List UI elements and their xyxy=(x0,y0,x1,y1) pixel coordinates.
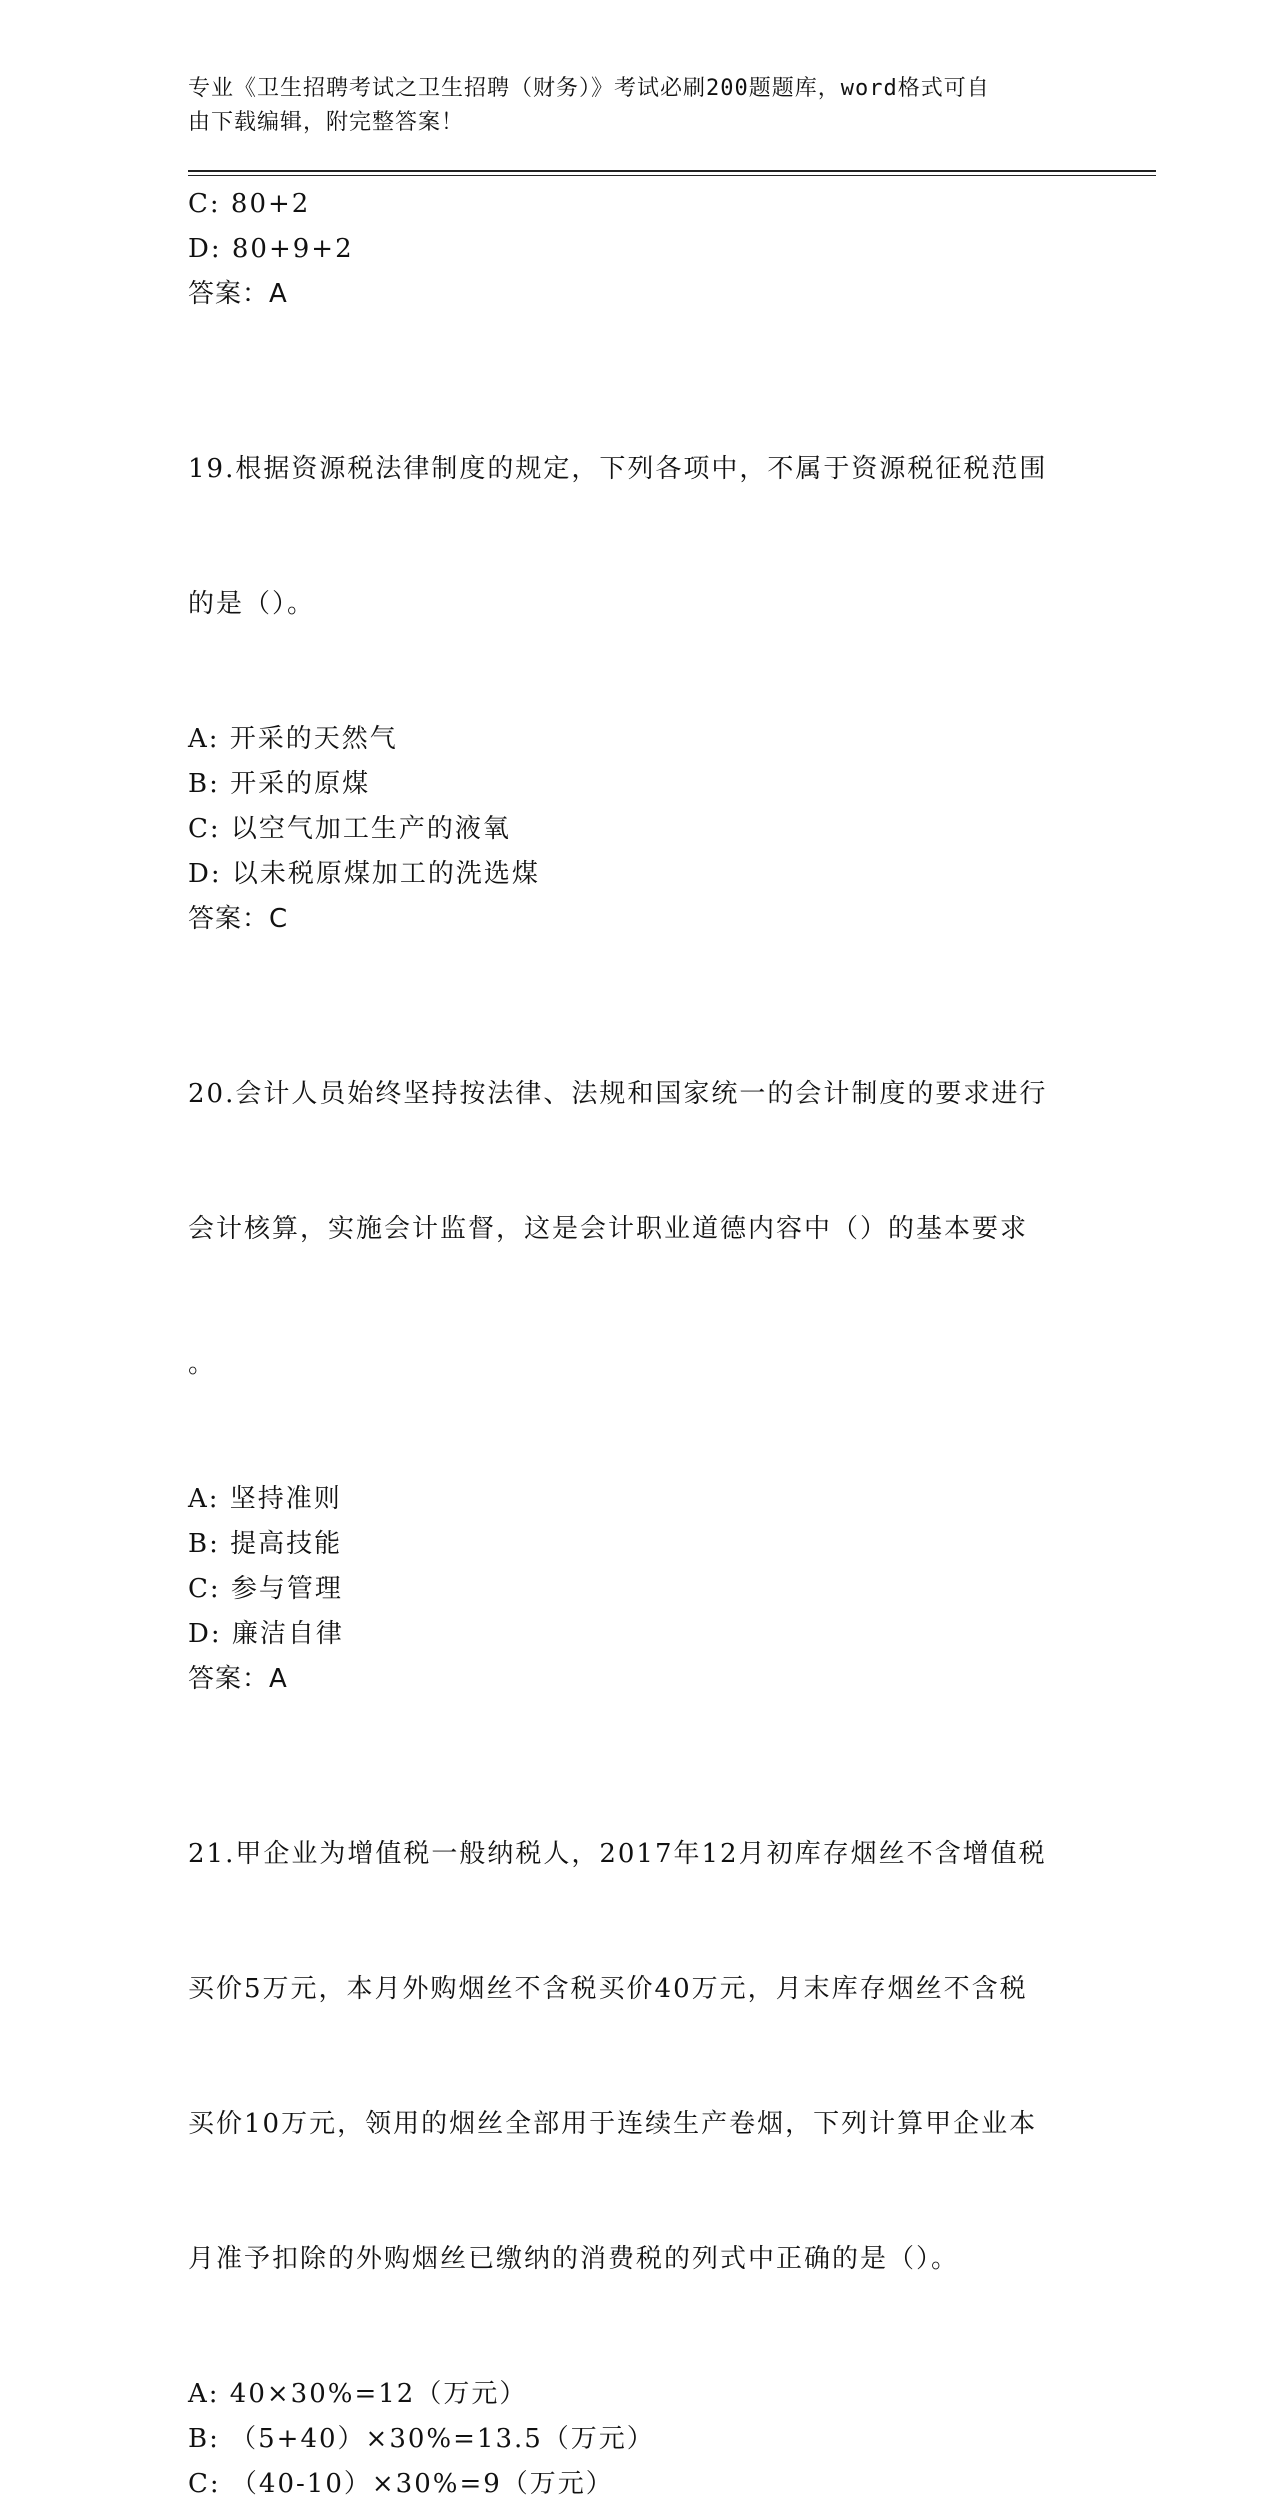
header-line-2: 由下载编辑，附完整答案！ xyxy=(188,110,465,135)
header-divider xyxy=(188,170,1156,176)
option-d: D: 以未税原煤加工的洗选煤 xyxy=(188,859,540,889)
option-a: A: 坚持准则 xyxy=(188,1484,342,1514)
option-d: D: 廉洁自律 xyxy=(188,1619,344,1649)
answer: 答案：A xyxy=(188,1664,288,1694)
carryover-question xyxy=(188,182,1158,317)
option-d: D: 80+9+2 xyxy=(188,234,354,264)
stem-line: 月准予扣除的外购烟丝已缴纳的消费税的列式中正确的是（）。 xyxy=(188,2244,960,2274)
document-page xyxy=(188,72,1158,2507)
option-b: B: （5+40）×30%=13.5（万元） xyxy=(188,2424,655,2454)
option-a: A: 开采的天然气 xyxy=(188,724,398,754)
option-b: B: 开采的原煤 xyxy=(188,769,371,799)
stem-line: 20.会计人员始终坚持按法律、法规和国家统一的会计制度的要求进行 xyxy=(188,1079,1048,1109)
option-b: B: 提高技能 xyxy=(188,1529,343,1559)
stem-line: 买价5万元，本月外购烟丝不含税买价40万元，月末库存烟丝不含税 xyxy=(188,1974,1028,2004)
question-stem xyxy=(188,357,1068,717)
stem-line: 的是（）。 xyxy=(188,589,316,619)
stem-line: 21.甲企业为增值税一般纳税人，2017年12月初库存烟丝不含增值税 xyxy=(188,1839,1047,1869)
answer: 答案：C xyxy=(188,904,289,934)
question-19 xyxy=(188,357,1158,942)
question-21 xyxy=(188,1742,1158,2507)
stem-line: 买价10万元，领用的烟丝全部用于连续生产卷烟，下列计算甲企业本 xyxy=(188,2109,1038,2139)
question-stem xyxy=(188,982,1068,1477)
page-header xyxy=(188,72,1068,140)
option-a: A: 40×30%=12（万元） xyxy=(188,2379,528,2409)
option-c: C: 以空气加工生产的液氧 xyxy=(188,814,511,844)
stem-line: 会计核算，实施会计监督，这是会计职业道德内容中（）的基本要求 xyxy=(188,1214,1029,1244)
answer: 答案：A xyxy=(188,279,288,309)
option-c: C: 参与管理 xyxy=(188,1574,343,1604)
stem-line: 。 xyxy=(188,1349,217,1379)
stem-line: 19.根据资源税法律制度的规定，下列各项中，不属于资源税征税范围 xyxy=(188,454,1048,484)
option-c: C: 80+2 xyxy=(188,189,311,219)
header-line-1: 专业《卫生招聘考试之卫生招聘（财务）》考试必刷200题题库，word格式可自 xyxy=(188,76,990,101)
option-c: C: （40-10）×30%=9（万元） xyxy=(188,2469,614,2499)
question-stem xyxy=(188,1742,1068,2372)
question-20 xyxy=(188,982,1158,1702)
